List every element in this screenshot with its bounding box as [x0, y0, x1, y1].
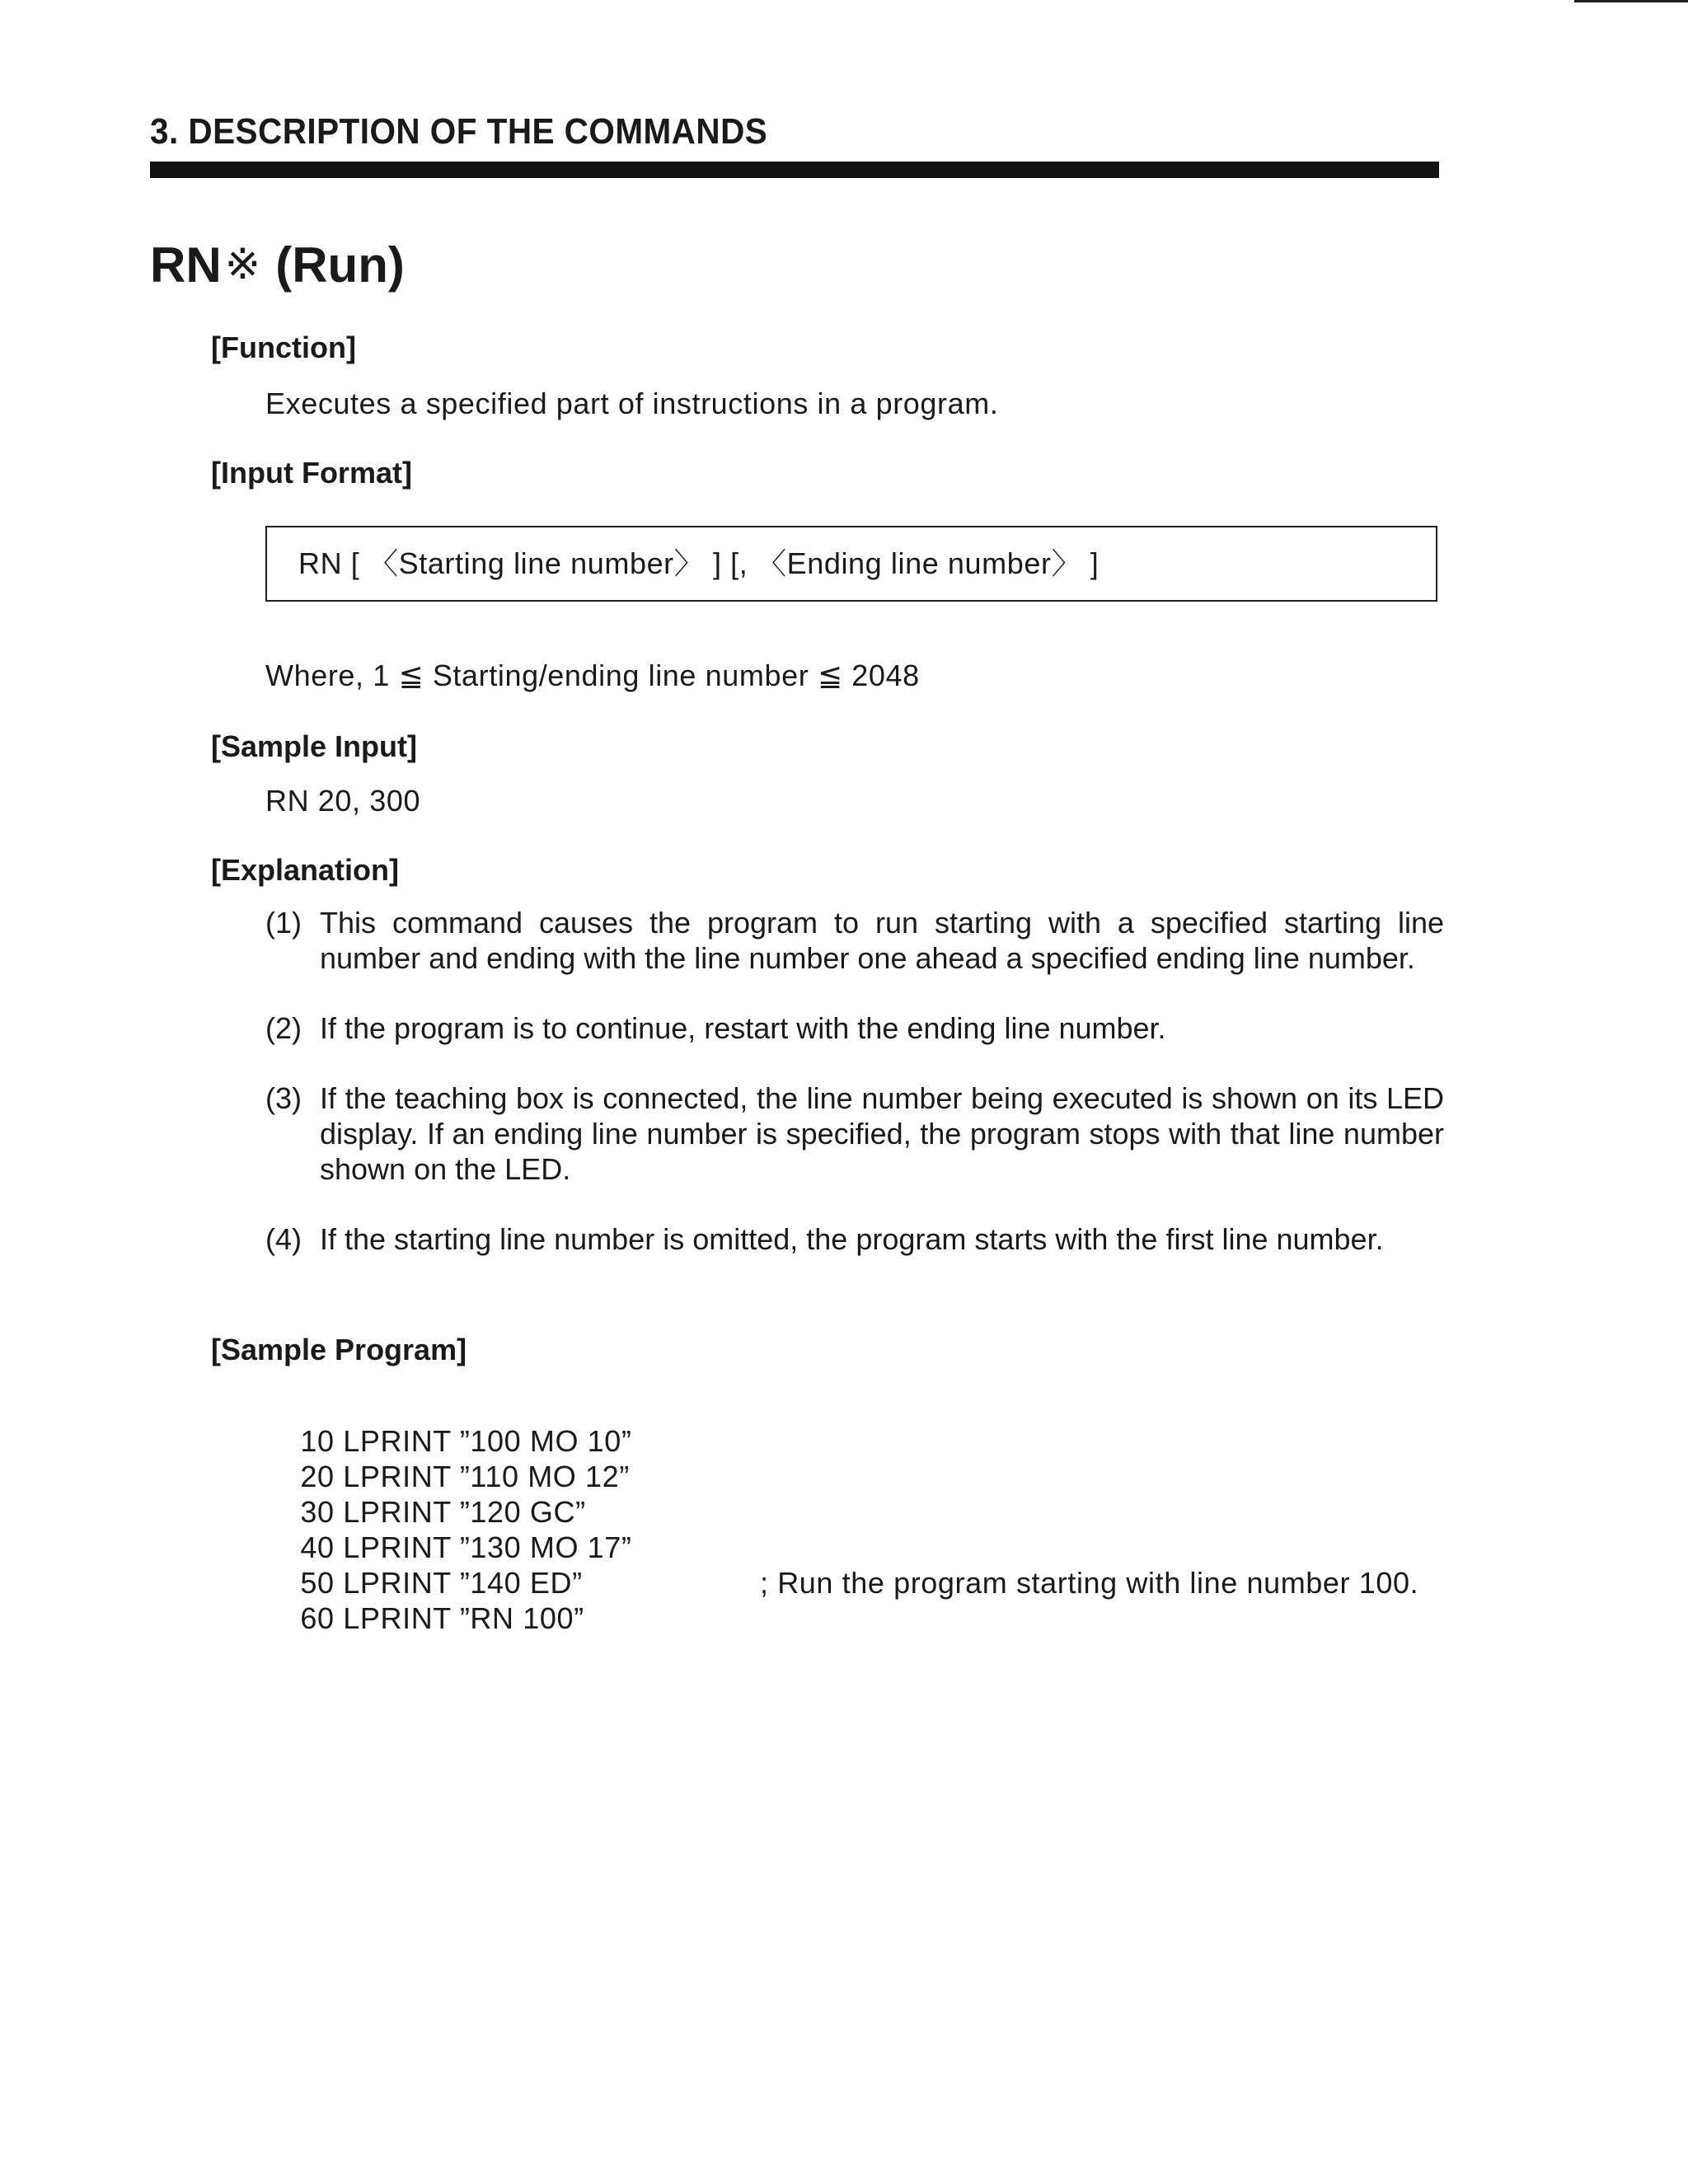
sample-input-text: RN 20, 300	[265, 784, 421, 818]
sample-program-heading: [Sample Program]	[211, 1333, 467, 1366]
program-code: 30 LPRINT ”120 GC”	[300, 1495, 586, 1529]
command-name: RN	[150, 237, 222, 293]
sample-input-heading: [Sample Input]	[211, 729, 417, 763]
program-code: 60 LPRINT ”RN 100”	[300, 1601, 584, 1635]
section-header: 3. DESCRIPTION OF THE COMMANDS	[150, 111, 768, 152]
header-bar	[150, 162, 1439, 178]
program-line	[265, 1530, 632, 1600]
corner-rule	[1574, 0, 1688, 2]
program-comment: ; Run the program starting with line number 100.	[760, 1566, 1419, 1600]
program-code: 20 LPRINT ”110 MO 12”	[300, 1460, 630, 1493]
program-line	[265, 1423, 632, 1493]
list-item	[265, 1080, 1444, 1187]
program-code: 50 LPRINT ”140 ED”	[300, 1566, 583, 1600]
explanation-heading: [Explanation]	[211, 853, 400, 887]
item-text: If the program is to continue, restart with the ending line number.	[320, 1011, 1166, 1045]
program-line	[265, 1459, 632, 1529]
item-number: (4)	[265, 1222, 302, 1256]
input-format-box	[265, 526, 1437, 602]
item-text: This command causes the program to run starting with a specified starting line number and ending with the line number one ahead a specified ending line number.	[320, 906, 1444, 975]
item-text: If the starting line number is omitted, the program starts with the first line number.	[320, 1222, 1384, 1256]
item-number: (1)	[265, 906, 302, 940]
item-number: (3)	[265, 1081, 302, 1115]
program-code: 10 LPRINT ”100 MO 10”	[300, 1424, 632, 1458]
input-format-where: Where, 1 ≦ Starting/ending line number ≦ 2048	[265, 658, 920, 692]
function-heading: [Function]	[211, 330, 356, 364]
function-text: Executes a specified part of instructions in a program.	[265, 387, 999, 420]
item-number: (2)	[265, 1011, 302, 1045]
explanation-list	[265, 905, 1444, 1291]
input-format-syntax: RN [ 〈Starting line number〉 ] [, 〈Ending line number〉 ]	[298, 546, 1100, 580]
command-title	[150, 237, 405, 293]
command-label: (Run)	[275, 237, 405, 293]
program-line	[265, 1565, 1419, 1635]
item-text: If the teaching box is connected, the line number being executed is shown on its LED display. If an ending line number is specified, the program stops with that line number shown on the LED.	[320, 1081, 1444, 1186]
list-item	[265, 1010, 1444, 1046]
sample-program	[265, 1388, 1419, 1635]
reference-mark-icon: ※	[224, 241, 261, 288]
program-line	[265, 1388, 632, 1458]
program-code: 40 LPRINT ”130 MO 17”	[300, 1530, 632, 1564]
input-format-heading: [Input Format]	[211, 456, 412, 490]
program-line	[265, 1494, 632, 1564]
list-item	[265, 1221, 1444, 1257]
list-item	[265, 905, 1444, 976]
